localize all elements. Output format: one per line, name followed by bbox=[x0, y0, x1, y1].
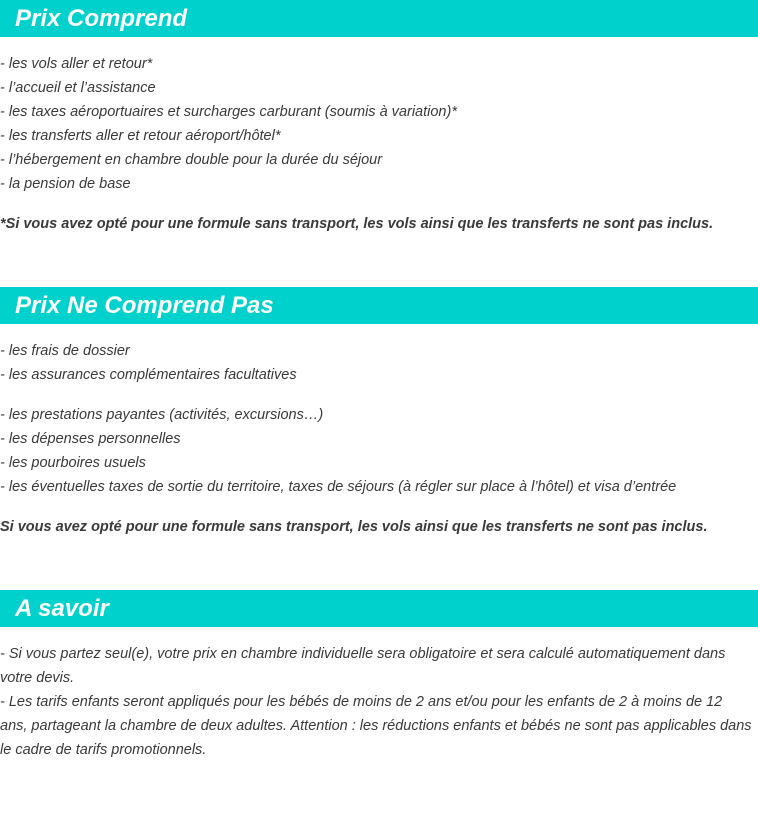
excluded-list-group-2 bbox=[0, 403, 758, 499]
footnote-text: *Si vous avez opté pour une formule sans transport, les vols ainsi que les transferts ne sont pas inclus. bbox=[0, 216, 714, 232]
info-paragraph: - Les tarifs enfants seront appliqués pour les bébés de moins de 2 ans et/ou pour les enfants de 2 à moins de 12 ans, partageant la chambre de deux adultes. Attention : les réductions enfants et bébés ne sont pas applicables dans le cadre de tarifs promotionnels. bbox=[0, 694, 752, 758]
included-list bbox=[0, 52, 758, 196]
list-item: - les prestations payantes (activités, excursions…) bbox=[0, 407, 324, 423]
list-item: - l’hébergement en chambre double pour la durée du séjour bbox=[0, 152, 383, 168]
list-item: - les frais de dossier bbox=[0, 343, 130, 359]
list-item: - les vols aller et retour* bbox=[0, 56, 153, 72]
excluded-footnote bbox=[0, 515, 758, 539]
section-header-prix-ne-comprend-pas bbox=[0, 287, 758, 324]
section-header-a-savoir bbox=[0, 590, 758, 627]
section-title: A savoir bbox=[15, 595, 109, 622]
list-item: - les taxes aéroportuaires et surcharges carburant (soumis à variation)* bbox=[0, 104, 457, 120]
list-item: - les dépenses personnelles bbox=[0, 431, 181, 447]
included-footnote bbox=[0, 212, 758, 236]
info-paragraphs bbox=[0, 642, 758, 762]
section-header-prix-comprend bbox=[0, 0, 758, 37]
list-item: - l’accueil et l’assistance bbox=[0, 80, 156, 96]
list-item: - les assurances complémentaires facultatives bbox=[0, 367, 297, 383]
section-title: Prix Ne Comprend Pas bbox=[15, 292, 274, 319]
list-item: - les éventuelles taxes de sortie du territoire, taxes de séjours (à régler sur place à l’hôtel) et visa d’entrée bbox=[0, 479, 677, 495]
list-item: - les pourboires usuels bbox=[0, 455, 146, 471]
info-paragraph: - Si vous partez seul(e), votre prix en chambre individuelle sera obligatoire et sera calculé automatiquement dans votre devis. bbox=[0, 646, 726, 686]
excluded-list-group-1 bbox=[0, 339, 758, 387]
list-item: - la pension de base bbox=[0, 176, 131, 192]
list-item: - les transferts aller et retour aéroport/hôtel* bbox=[0, 128, 281, 144]
section-title: Prix Comprend bbox=[15, 5, 188, 32]
footnote-text: Si vous avez opté pour une formule sans transport, les vols ainsi que les transferts ne sont pas inclus. bbox=[0, 519, 708, 535]
